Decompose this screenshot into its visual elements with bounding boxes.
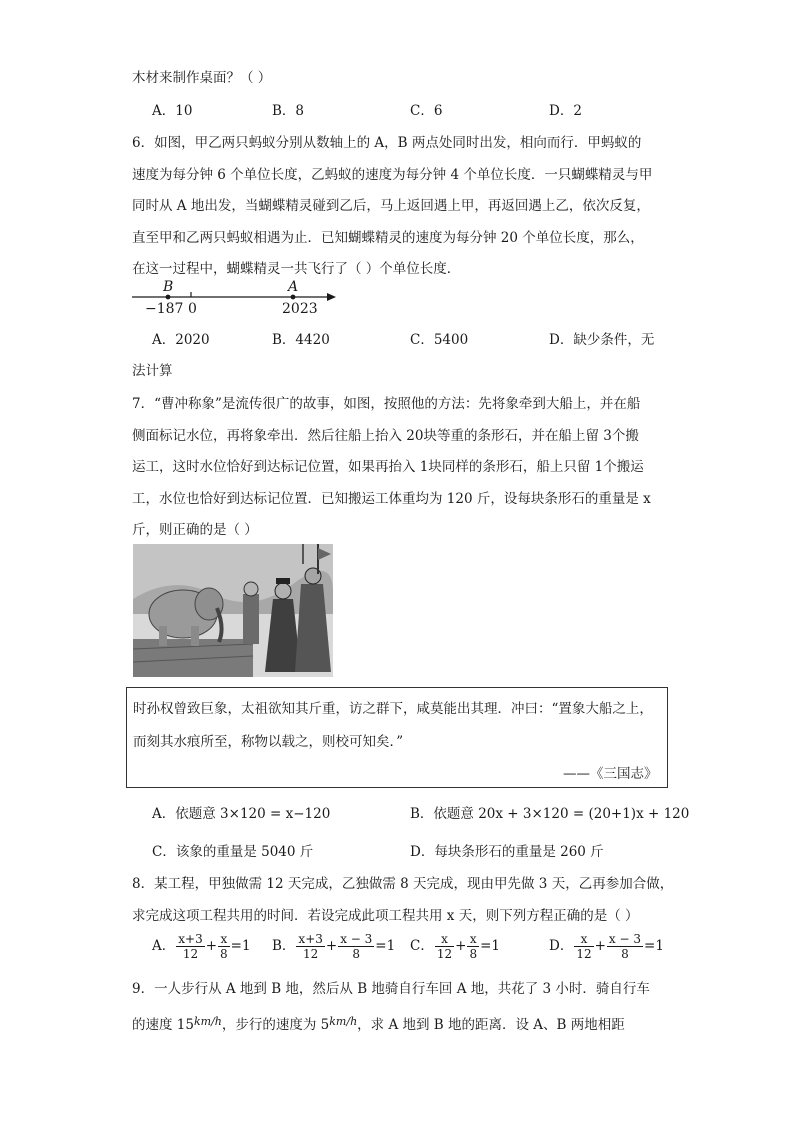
quote-line-1: 时孙权曾致巨象，太祖欲知其斤重，访之群下，咸莫能出其理．冲曰：“置象大船之上， — [133, 701, 653, 717]
q8-option-c: C． $\frac{x}{12}$ + $\frac{x}{8}$ =1 — [410, 932, 500, 961]
unit-km-h-1: km/h — [193, 1015, 222, 1028]
q7-option-c: C．该象的重量是 5040 斤 — [152, 844, 314, 860]
label-a: A — [288, 279, 299, 295]
q7-line-1: 7．“曹冲称象”是流传很广的故事，如图，按照他的方法：先将象牵到大船上，并在船 — [132, 396, 641, 412]
q6-option-a: A．2020 — [152, 332, 210, 348]
q6-option-c: C．5400 — [410, 332, 469, 348]
q5-option-b: B．8 — [272, 103, 305, 119]
q7-option-a: A．依题意 3×120 = x−120 — [152, 806, 331, 822]
point-a — [291, 295, 296, 300]
q8-line-2: 求完成这项工程共用的时间．若设完成此项工程共用 x 天，则下列方程正确的是（ ） — [132, 908, 639, 924]
q6-line-2: 速度为每分钟 6 个单位长度，乙蚂蚁的速度为每分钟 4 个单位长度．一只蝴蝶精灵与甲 — [132, 167, 653, 183]
q8-option-d: D． $\frac{x}{12}$ + $\frac{x - 3}{8}$ =1 — [549, 932, 664, 961]
arrow-head-icon — [327, 293, 336, 301]
label-zero: 0 — [188, 301, 197, 317]
q7-line-4: 工，水位也恰好到达标记位置．已知搬运工体重均为 120 斤，设每块条形石的重量是 x — [132, 491, 651, 507]
label-b-value: −187 — [145, 301, 184, 317]
quote-line-2: 而刻其水痕所至，称物以载之，则校可知矣．” — [133, 734, 404, 750]
q9-line-1: 9．一人步行从 A 地到 B 地，然后从 B 地骑自行车回 A 地，共花了 3 小时．骑自行车 — [132, 981, 650, 997]
q7-option-b: B．依题意 20x + 3×120 = (20+1)x + 120 — [410, 806, 690, 822]
q6-line-5: 在这一过程中，蝴蝶精灵一共飞行了（ ）个单位长度． — [132, 261, 461, 277]
q7-line-2: 侧面标记水位，再将象牵出．然后往船上抬入 20块等重的条形石，并在船上留 3个搬 — [132, 428, 639, 444]
q6-line-3: 同时从 A 地出发，当蝴蝶精灵碰到乙后，马上返回遇上甲，再返回遇上乙，依次反复， — [132, 198, 650, 214]
unit-km-h-2: km/h — [329, 1015, 358, 1028]
q6-line-1: 6．如图，甲乙两只蚂蚁分别从数轴上的 A，B 两点处同时出发，相向而行．甲蚂蚁的 — [132, 135, 642, 151]
q6-option-b: B．4420 — [272, 332, 330, 348]
q5-option-a: A．10 — [152, 103, 193, 119]
q8-option-a: A． $\frac{x+3}{12}$ + $\frac{x}{8}$ =1 — [152, 932, 251, 961]
q9-line-2: 的速度 $15^{km/h}$，步行的速度为 $5^{km/h}$，求 A 地到 B 地的距离．设 A、B 两地相距 — [132, 1015, 625, 1033]
label-b: B — [163, 279, 174, 295]
q5-stem-tail: 木材来制作桌面？（ ） — [132, 70, 272, 86]
q5-option-d: D．2 — [549, 103, 582, 119]
q6-option-d: D．缺少条件，无 — [549, 332, 655, 348]
q6-line-4: 直至甲和乙两只蚂蚁相遇为止．已知蝴蝶精灵的速度为每分钟 20 个单位长度，那么， — [132, 230, 644, 246]
q7-option-d: D．每块条形石的重量是 260 斤 — [410, 844, 604, 860]
label-a-value: 2023 — [282, 301, 318, 317]
point-b — [166, 295, 171, 300]
q7-line-5: 斤，则正确的是（ ） — [132, 522, 258, 538]
q8-option-b: B． $\frac{x+3}{12}$ + $\frac{x - 3}{8}$ =1 — [272, 932, 396, 961]
q5-option-c: C．6 — [410, 103, 443, 119]
q6-option-d-wrap: 法计算 — [132, 363, 173, 379]
quote-source: ——《三国志》 — [563, 766, 658, 782]
q7-line-3: 运工，这时水位恰好到达标记位置，如果再抬入 1块同样的条形石，船上只留 1个搬运 — [132, 459, 644, 475]
q8-line-1: 8．某工程，甲独做需 12 天完成，乙独做需 8 天完成，现由甲先做 3 天，乙再参加合做， — [132, 876, 674, 892]
elephant-illustration — [133, 544, 333, 677]
